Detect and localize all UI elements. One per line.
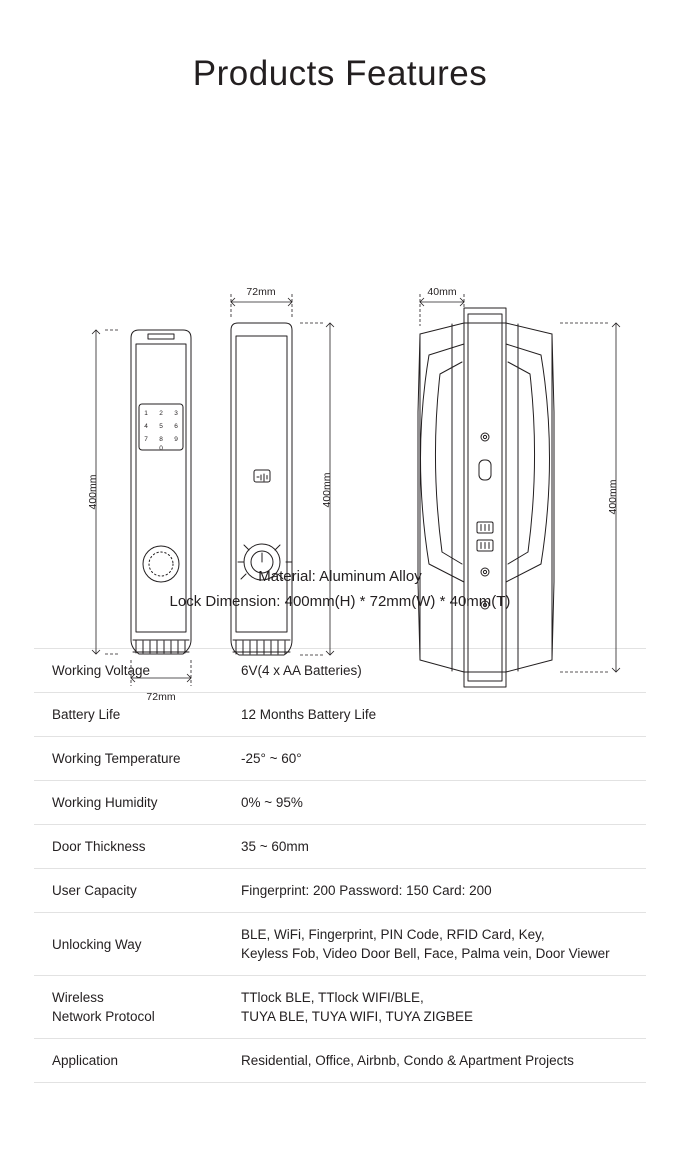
spec-label: Wireless Network Protocol <box>52 990 155 1024</box>
front-width-label: 72mm <box>146 691 176 703</box>
table-row <box>34 825 646 869</box>
svg-text:5: 5 <box>159 423 163 430</box>
spec-value: 6V(4 x AA Batteries) <box>241 663 362 678</box>
spec-value: 35 ~ 60mm <box>241 839 309 854</box>
spec-table-body <box>34 649 646 1083</box>
material-info <box>0 564 680 614</box>
svg-text:8: 8 <box>159 436 163 443</box>
spec-label: Application <box>52 1053 119 1068</box>
keypad-digits <box>144 410 178 452</box>
side-height-label: 400mm <box>321 472 333 508</box>
svg-text:7: 7 <box>144 436 148 443</box>
table-row <box>34 737 646 781</box>
svg-text:4: 4 <box>144 423 148 430</box>
table-row <box>34 976 646 1039</box>
spec-value: BLE, WiFi, Fingerprint, PIN Code, RFID Card, Key, Keyless Fob, Video Door Bell, Face, Palma vein, Door Viewer <box>241 927 610 961</box>
spec-label: Working Humidity <box>52 795 158 810</box>
page-title: Products Features <box>192 54 488 93</box>
spec-value: Residential, Office, Airbnb, Condo & Apartment Projects <box>241 1053 574 1068</box>
table-row <box>34 913 646 976</box>
specifications-table <box>34 648 646 1083</box>
table-row <box>34 693 646 737</box>
spec-label: Unlocking Way <box>52 936 142 952</box>
spec-label: User Capacity <box>52 883 137 898</box>
svg-text:1: 1 <box>144 410 148 417</box>
lock-dimension-line: Lock Dimension: 400mm(H) * 72mm(W) * 40mm(T) <box>169 593 511 610</box>
spec-value: 0% ~ 95% <box>241 795 303 810</box>
svg-text:3: 3 <box>174 410 178 417</box>
spec-value: -25° ~ 60° <box>241 751 302 766</box>
svg-text:9: 9 <box>174 436 178 443</box>
svg-text:2: 2 <box>159 410 163 417</box>
svg-text:6: 6 <box>174 423 178 430</box>
spec-value: Fingerprint: 200 Password: 150 Card: 200 <box>241 883 492 898</box>
front-height-label: 400mm <box>87 474 99 510</box>
spec-label: Door Thickness <box>52 839 146 854</box>
spec-label: Working Temperature <box>52 751 181 766</box>
spec-value: TTlock BLE, TTlock WIFI/BLE, TUYA BLE, TUYA WIFI, TUYA ZIGBEE <box>241 990 474 1024</box>
spec-label: Working Voltage <box>52 663 151 678</box>
iso-width-label: 40mm <box>427 286 457 298</box>
table-row <box>34 649 646 693</box>
iso-height-label: 400mm <box>607 479 619 515</box>
spec-value: 12 Months Battery Life <box>241 707 377 722</box>
table-row <box>34 781 646 825</box>
svg-text:0: 0 <box>159 445 163 452</box>
side-width-label: 72mm <box>246 286 276 298</box>
spec-label: Battery Life <box>52 707 121 722</box>
table-row <box>34 1039 646 1083</box>
table-row <box>34 869 646 913</box>
material-line: Material: Aluminum Alloy <box>258 568 422 585</box>
